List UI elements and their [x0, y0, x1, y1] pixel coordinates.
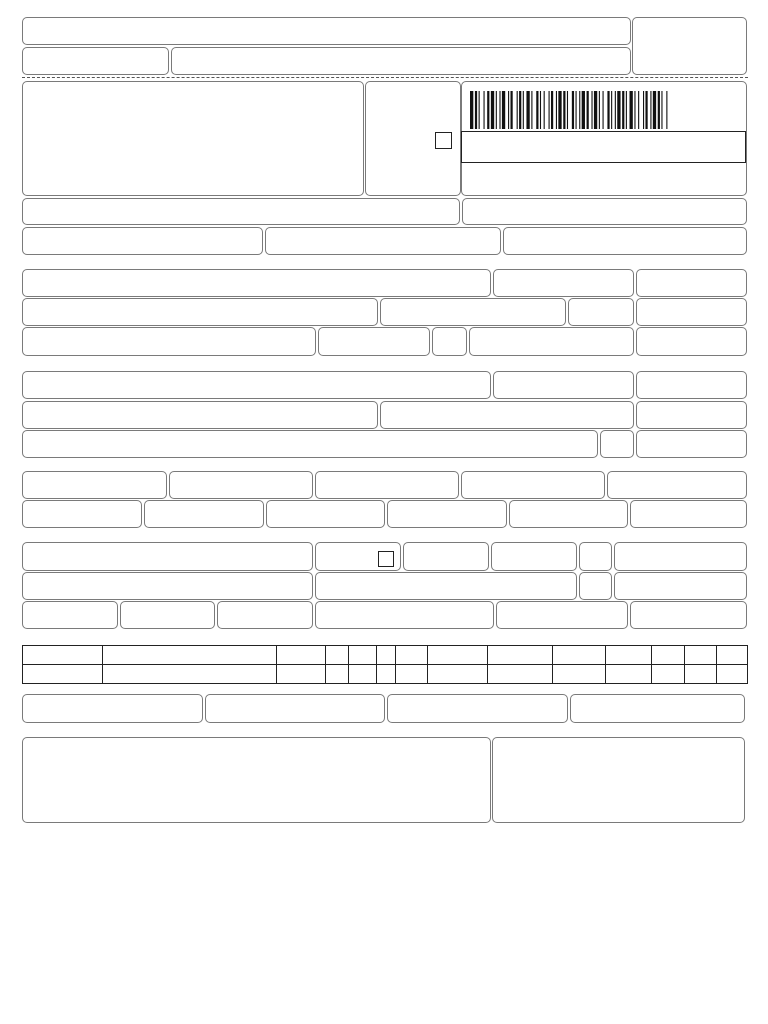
barcode-bar [540, 91, 541, 129]
grid-cell[interactable] [553, 665, 606, 684]
barcode-bar [645, 91, 647, 129]
field-13-2[interactable] [120, 601, 215, 629]
barcode-bar [496, 91, 497, 129]
barcode-bar [572, 91, 574, 129]
barcode-bar [617, 91, 620, 129]
grid-cell[interactable] [277, 665, 326, 684]
field-10-3[interactable] [266, 500, 385, 528]
notes-field[interactable] [22, 737, 491, 823]
field-13-3[interactable] [217, 601, 313, 629]
field-5-2[interactable] [318, 327, 430, 356]
barcode-bar [523, 91, 524, 129]
field-5-5[interactable] [636, 327, 747, 356]
barcode-number-box[interactable] [461, 131, 746, 163]
barcode-bar [594, 91, 597, 129]
field-13-1[interactable] [22, 601, 118, 629]
field-2-3[interactable] [503, 227, 747, 255]
field-12-1[interactable] [22, 572, 313, 600]
barcode-bar [563, 91, 565, 129]
barcode-bar [615, 91, 616, 129]
field-10-5[interactable] [509, 500, 628, 528]
barcode-bar [491, 91, 494, 129]
field-10-6[interactable] [630, 500, 747, 528]
grid-cell[interactable] [277, 646, 326, 665]
header-field-top[interactable] [22, 17, 631, 45]
address-field[interactable] [22, 81, 364, 196]
field-13-6[interactable] [630, 601, 747, 629]
grid-cell[interactable] [326, 646, 349, 665]
grid-cell[interactable] [103, 646, 277, 665]
field-11-5[interactable] [579, 542, 612, 571]
field-3-1[interactable] [22, 269, 491, 297]
field-7-2[interactable] [380, 401, 634, 429]
field-3-3[interactable] [636, 269, 747, 297]
barcode-bar [549, 91, 550, 129]
barcode-bar [487, 91, 489, 129]
grid-cell[interactable] [606, 665, 652, 684]
field-9-2[interactable] [169, 471, 313, 499]
barcode-bar [591, 91, 592, 129]
header-field-right[interactable] [171, 47, 631, 75]
field-9-3[interactable] [315, 471, 459, 499]
field-4-3[interactable] [568, 298, 634, 326]
grid-cell[interactable] [553, 646, 606, 665]
field-8-1[interactable] [22, 430, 598, 458]
barcode-bar [607, 91, 609, 129]
field-14-2[interactable] [205, 694, 385, 723]
grid-row [23, 665, 748, 684]
grid-cell[interactable] [23, 646, 103, 665]
field-11-6[interactable] [614, 542, 747, 571]
field-14-4[interactable] [570, 694, 745, 723]
barcode-image [470, 91, 670, 129]
barcode-bar [626, 91, 627, 129]
header-field-left[interactable] [22, 47, 169, 75]
field-7-3[interactable] [636, 401, 747, 429]
field-8-2[interactable] [600, 430, 634, 458]
grid-cell[interactable] [396, 646, 428, 665]
barcode-bar [517, 91, 518, 129]
grid-cell[interactable] [685, 646, 717, 665]
barcode-bar [630, 91, 633, 129]
field-6-2[interactable] [493, 371, 634, 399]
field-9-4[interactable] [461, 471, 605, 499]
field-12-3[interactable] [579, 572, 612, 600]
barcode-bar [510, 91, 512, 129]
barcode-bar [658, 91, 660, 129]
barcode-bar [603, 91, 604, 129]
barcode-bar [551, 91, 553, 129]
field-3-2[interactable] [493, 269, 634, 297]
barcode-bar [638, 91, 639, 129]
cut-line [22, 77, 748, 78]
barcode-bar [567, 91, 568, 129]
barcode-bar [611, 91, 612, 129]
barcode-bar [544, 91, 545, 129]
grid-cell[interactable] [428, 646, 488, 665]
grid-cell[interactable] [685, 665, 717, 684]
field-11-1[interactable] [22, 542, 313, 571]
barcode-bar [666, 91, 667, 129]
barcode-bar [484, 91, 485, 129]
field-12-2[interactable] [315, 572, 577, 600]
grid-cell[interactable] [488, 665, 553, 684]
field-14-3[interactable] [387, 694, 568, 723]
grid-cell[interactable] [396, 665, 428, 684]
barcode-bar [508, 91, 509, 129]
barcode-bar [653, 91, 656, 129]
grid-cell[interactable] [717, 665, 748, 684]
barcode-bar [470, 91, 473, 129]
field-13-5[interactable] [496, 601, 628, 629]
field-5-1[interactable] [22, 327, 316, 356]
field-4-1[interactable] [22, 298, 378, 326]
grid-cell[interactable] [23, 665, 103, 684]
grid-cell[interactable] [488, 646, 553, 665]
barcode-bar [526, 91, 529, 129]
field-8-3[interactable] [636, 430, 747, 458]
grid-cell[interactable] [606, 646, 652, 665]
checkbox-1[interactable] [435, 132, 452, 149]
barcode-bar [519, 91, 521, 129]
field-6-3[interactable] [636, 371, 747, 399]
field-14-1[interactable] [22, 694, 203, 723]
signature-field[interactable] [492, 737, 745, 823]
field-13-4[interactable] [315, 601, 494, 629]
barcode-bar [479, 91, 480, 129]
grid-cell[interactable] [428, 665, 488, 684]
grid-cell[interactable] [349, 665, 377, 684]
field-4-4[interactable] [636, 298, 747, 326]
barcode-bar [582, 91, 585, 129]
field-7-1[interactable] [22, 401, 378, 429]
field-5-3[interactable] [432, 327, 467, 356]
barcode-bar [536, 91, 538, 129]
field-1-1[interactable] [22, 198, 460, 225]
field-10-1[interactable] [22, 500, 142, 528]
grid-cell[interactable] [349, 646, 377, 665]
grid-cell[interactable] [652, 665, 685, 684]
grid-cell[interactable] [717, 646, 748, 665]
barcode-bar [587, 91, 589, 129]
data-grid [22, 645, 748, 684]
barcode-bar [661, 91, 662, 129]
grid-cell[interactable] [377, 646, 396, 665]
field-2-2[interactable] [265, 227, 501, 255]
grid-cell[interactable] [326, 665, 349, 684]
barcode-bar [499, 91, 500, 129]
grid-row [23, 646, 748, 665]
field-11-4[interactable] [491, 542, 577, 571]
field-9-1[interactable] [22, 471, 167, 499]
field-5-4[interactable] [469, 327, 634, 356]
field-12-4[interactable] [614, 572, 747, 600]
barcode-bar [558, 91, 561, 129]
barcode-bar [650, 91, 651, 129]
field-11-3[interactable] [403, 542, 489, 571]
barcode-bar [475, 91, 477, 129]
grid-cell[interactable] [103, 665, 277, 684]
checkbox-2[interactable] [378, 551, 394, 567]
field-4-2[interactable] [380, 298, 566, 326]
field-2-1[interactable] [22, 227, 263, 255]
grid-cell[interactable] [377, 665, 396, 684]
barcode-bar [502, 91, 505, 129]
field-10-2[interactable] [144, 500, 264, 528]
barcode-bar [531, 91, 532, 129]
barcode-bar [556, 91, 557, 129]
header-field-corner[interactable] [632, 17, 747, 75]
barcode-bar [576, 91, 577, 129]
field-1-2[interactable] [462, 198, 747, 225]
barcode-bar [599, 91, 600, 129]
field-6-1[interactable] [22, 371, 491, 399]
barcode-bar [643, 91, 644, 129]
grid-cell[interactable] [652, 646, 685, 665]
field-9-5[interactable] [607, 471, 747, 499]
barcode-bar [622, 91, 624, 129]
barcode-bar [579, 91, 580, 129]
barcode-bar [634, 91, 635, 129]
field-10-4[interactable] [387, 500, 507, 528]
